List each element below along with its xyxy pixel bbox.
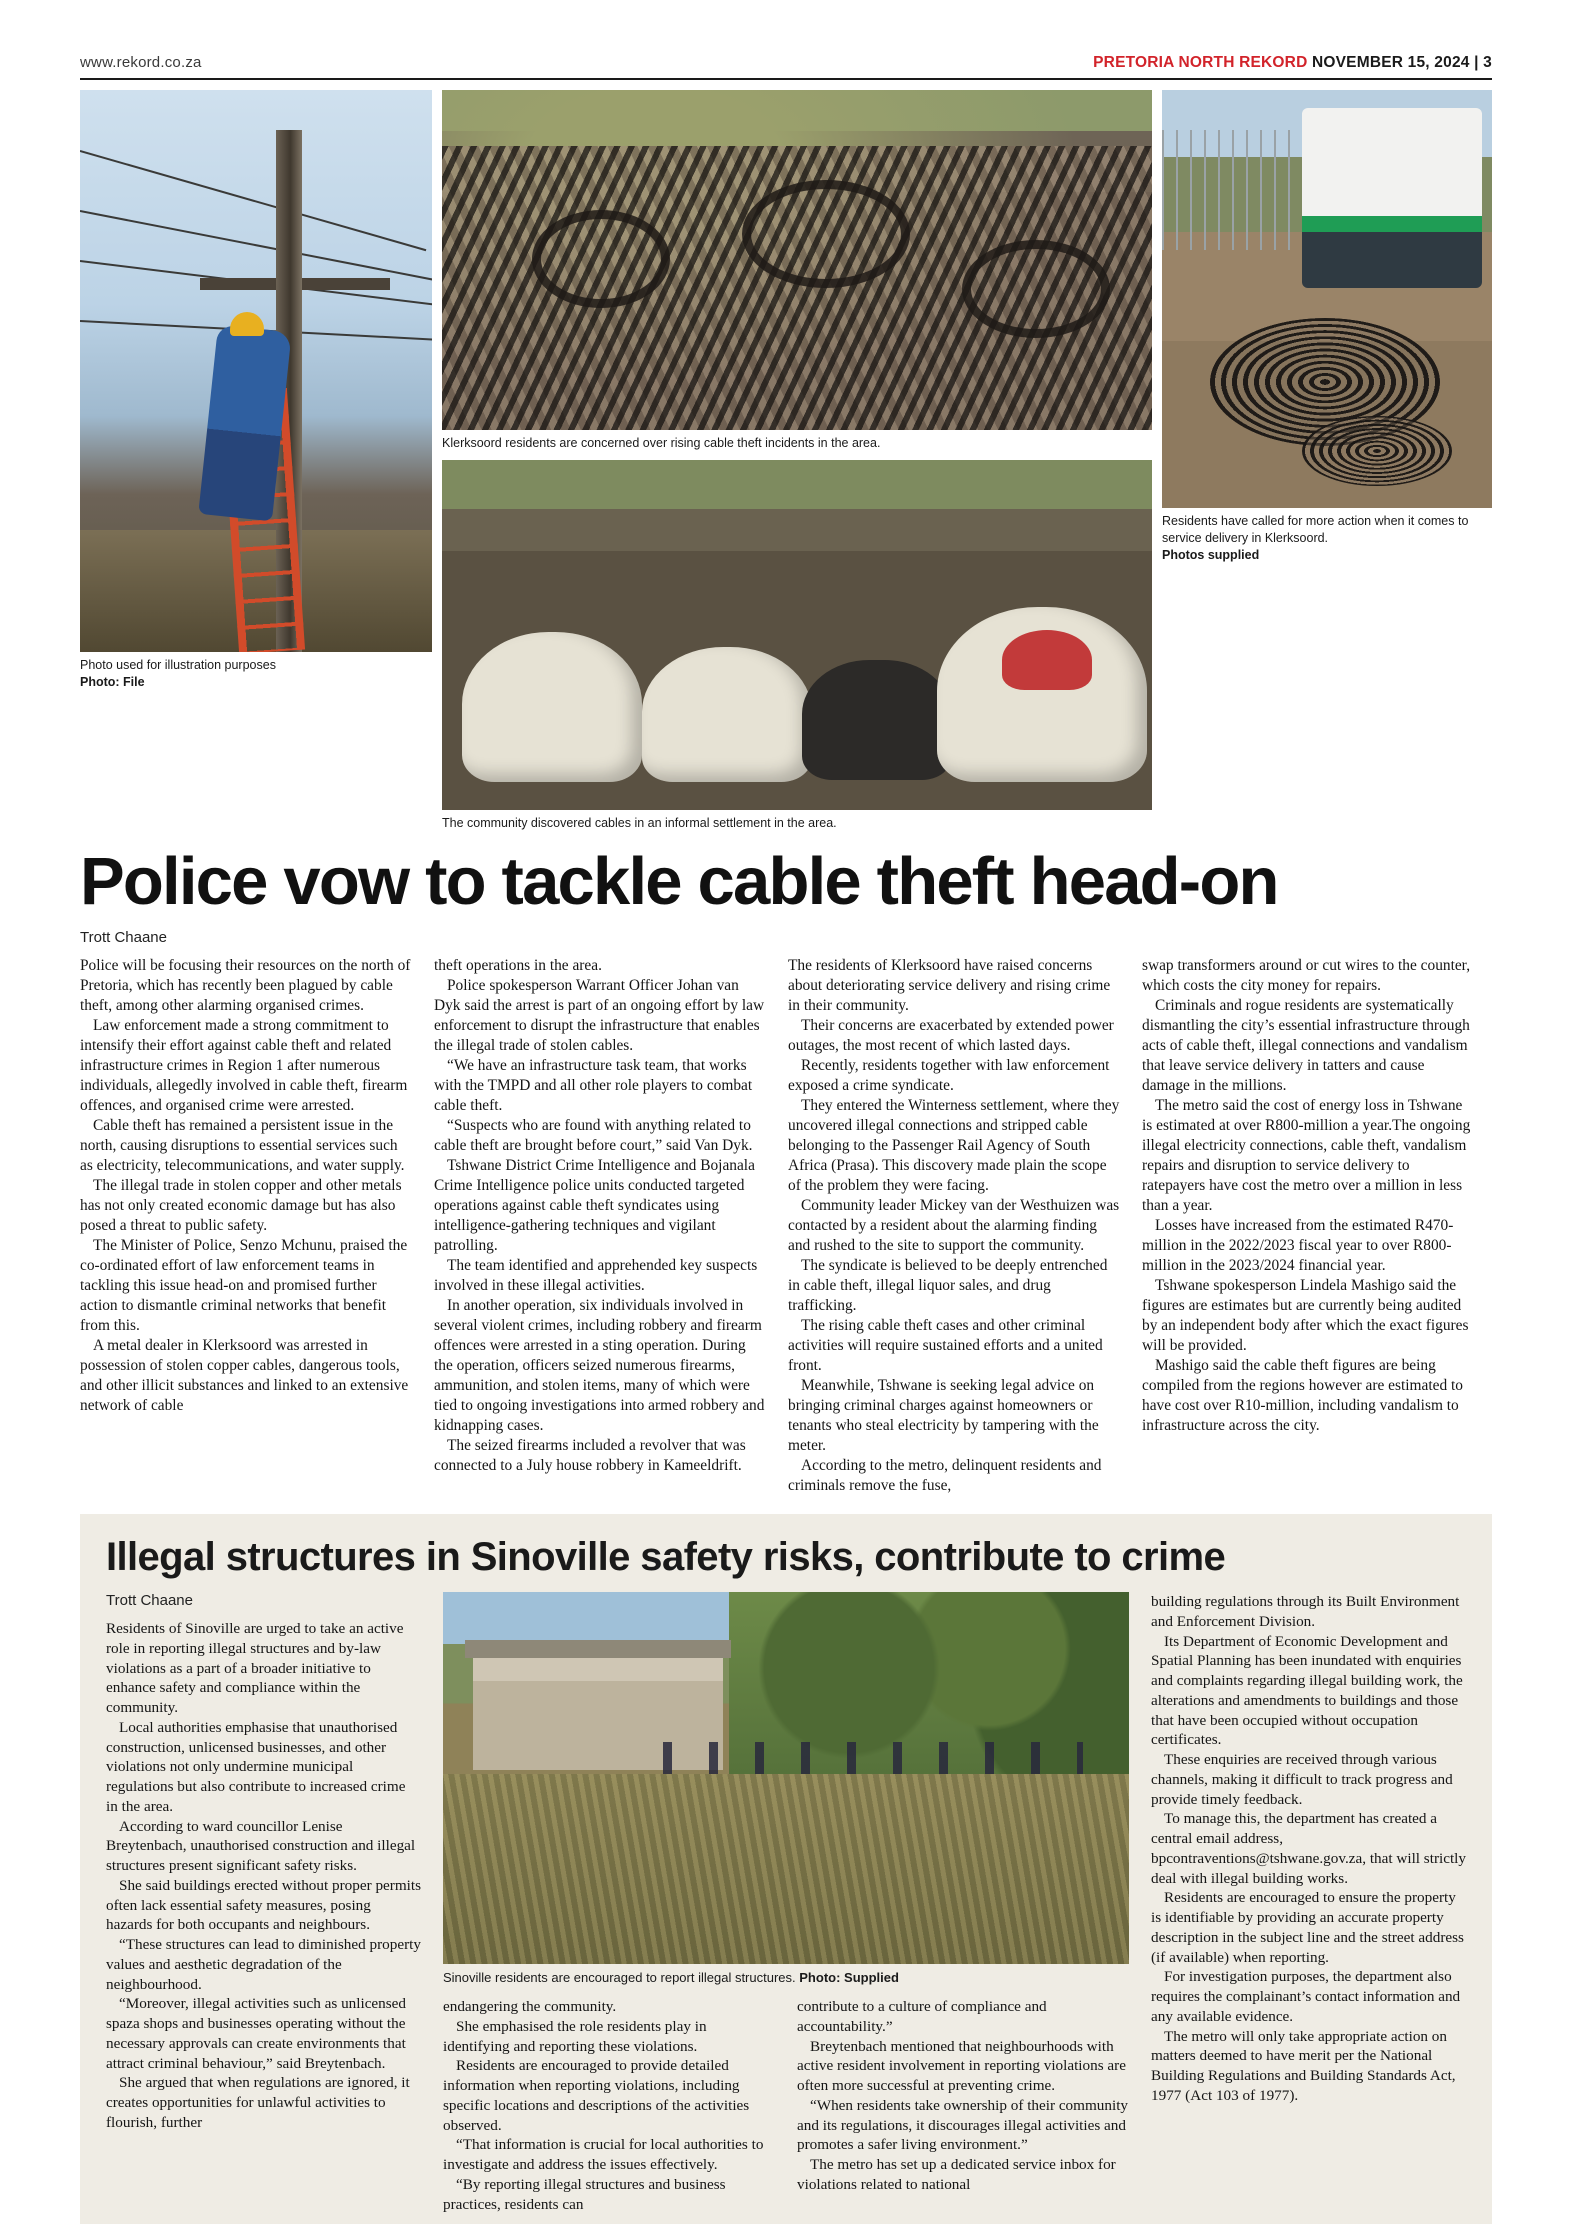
issue-date: NOVEMBER 15, 2024 xyxy=(1311,54,1470,71)
paragraph: “Suspects who are found with anything related to cable theft are brought before court,” said Van Dyk. xyxy=(434,1116,753,1154)
paragraph: swap transformers around or cut wires to the counter, which costs the city money for repairs. xyxy=(1142,956,1471,994)
paragraph: Residents are encouraged to provide detailed information when reporting violations, including specific locations and descriptions of the activities observed. xyxy=(443,2057,750,2134)
article1-headline: Police vow to tackle cable theft head-on xyxy=(80,843,1278,919)
paragraph: She said buildings erected without proper permits often lack essential safety measures, posing hazards for both occupants and neighbours. xyxy=(106,1876,421,1934)
paragraph: She argued that when regulations are ignored, it creates opportunities for unlawful activities to flourish, further xyxy=(106,2074,410,2131)
paragraph: The metro said the cost of energy loss in Tshwane is estimated at over R800-million a year.The ongoing illegal electricity connections, cable theft, vandalism repairs and disruption to service delivery to ratepayers have cost the metro over a million in less than a year. xyxy=(1142,1096,1471,1214)
article2-top xyxy=(106,1592,1466,2214)
photo-column-right xyxy=(1162,90,1492,832)
caption-sinoville-credit: Photo: Supplied xyxy=(799,1970,899,1986)
paragraph: “We have an infrastructure task team, that works with the TMPD and all other role players to combat cable theft. xyxy=(434,1056,753,1114)
caption-sinoville-photo xyxy=(443,1964,1129,1997)
article1-column-1 xyxy=(80,956,412,1496)
website-url: www.rekord.co.za xyxy=(80,54,202,71)
paragraph: theft operations in the area. xyxy=(434,956,602,974)
paragraph: Their concerns are exacerbated by extended power outages, the most recent of which lasted days. xyxy=(788,1016,1114,1054)
masthead-separator: | xyxy=(1474,54,1479,71)
paragraph: Criminals and rogue residents are systematically dismantling the city’s essential infrastructure through acts of cable theft, illegal connections and vandalism that leave service delivery in tatters and cause damage in the millions. xyxy=(1142,996,1470,1094)
paragraph: “By reporting illegal structures and business practices, residents can xyxy=(443,2175,726,2213)
paragraph: Cable theft has remained a persistent issue in the north, causing disruptions to essential services such as electricity, telecommunications, and water supply. xyxy=(80,1116,405,1174)
caption-right-text: Residents have called for more action when it comes to service delivery in Klerksoord. xyxy=(1162,514,1469,545)
article1-column-3 xyxy=(788,956,1120,1496)
paragraph: Its Department of Economic Development and Spatial Planning has been inundated with enquiries and complaints regarding illegal building work, the alterations and amendments to buildings and those that have been occupied without occupation certificates. xyxy=(1151,1632,1463,1749)
caption-top-middle-photo: Klerksoord residents are concerned over rising cable theft incidents in the area. xyxy=(442,436,881,450)
caption-right-photo xyxy=(1162,508,1492,564)
paragraph: Local authorities emphasise that unauthorised construction, unlicensed businesses, and other violations not only undermine municipal regulations but also contribute to increased crime in the area. xyxy=(106,1718,406,1815)
paragraph: The Minister of Police, Senzo Mchunu, praised the co-ordinated effort of law enforcement teams in tackling this issue head-on and promised further action to dismantle criminal networks that benefit from this. xyxy=(80,1236,408,1335)
masthead xyxy=(80,54,1492,78)
paragraph: The residents of Klerksoord have raised concerns about deteriorating service delivery and rising crime in their community. xyxy=(788,956,1111,1014)
paragraph: “When residents take ownership of their community and its regulations, it discourages illegal activities and promotes a safer living environment.” xyxy=(797,2096,1129,2154)
photo-cable-heap xyxy=(442,90,1152,430)
paragraph: Residents of Sinoville are urged to take an active role in reporting illegal structures and by-law violations as a part of a broader initiative to enhance safety and compliance within the community. xyxy=(106,1620,404,1717)
paragraph: contribute to a culture of compliance and accountability.” xyxy=(797,1998,1047,2035)
paragraph: The metro will only take appropriate action on matters deemed to have merit per the National Building Regulations and Building Standards Act, 1977 (Act 103 of 1977). xyxy=(1151,2027,1456,2104)
paragraph: According to ward councillor Lenise Breytenbach, unauthorised construction and illegal structures present significant safety risks. xyxy=(106,1817,416,1875)
paragraph: The metro has set up a dedicated service inbox for violations related to national xyxy=(797,2156,1116,2193)
article2-headline: Illegal structures in Sinoville safety risks, contribute to crime xyxy=(106,1535,1226,1580)
paragraph: They entered the Winterness settlement, where they uncovered illegal connections and stripped cable belonging to the Passenger Rail Agency of South Africa (Prasa). This discovery made plain the scope of the problem they were facing. xyxy=(788,1096,1120,1194)
page-content xyxy=(80,54,1492,2224)
paragraph: The team identified and apprehended key suspects involved in these illegal activities. xyxy=(434,1256,758,1294)
paragraph: She emphasised the role residents play in identifying and reporting these violations. xyxy=(443,2017,707,2055)
paragraph: To manage this, the department has created a central email address, bpcontraventions@tshwane.gov.za, that will strictly deal with illegal building works. xyxy=(1151,1810,1466,1887)
photo-strip xyxy=(80,90,1492,832)
article2-byline: Trott Chaane xyxy=(106,1592,193,1610)
paragraph: Mashigo said the cable theft figures are being compiled from the regions however are estimated to have cost over R10-million, including vandalism to infrastructure across the city. xyxy=(1142,1357,1463,1435)
masthead-divider xyxy=(80,78,1492,80)
paragraph: Meanwhile, Tshwane is seeking legal advice on bringing criminal charges against homeowners or tenants who steal electricity by tampering with the meter. xyxy=(788,1377,1099,1455)
article2-column-1 xyxy=(106,1592,421,2214)
paragraph: Community leader Mickey van der Westhuizen was contacted by a resident about the alarming finding and rushed to the site to support the community. xyxy=(788,1196,1120,1254)
paragraph: For investigation purposes, the department also requires the complainant’s contact information and any available evidence. xyxy=(1151,1968,1461,2025)
paragraph: The syndicate is believed to be deeply entrenched in cable theft, illegal liquor sales, and drug trafficking. xyxy=(788,1256,1108,1315)
caption-sinoville-text: Sinoville residents are encouraged to report illegal structures. xyxy=(443,1970,796,1986)
photo-informal-settlement-bags xyxy=(442,460,1152,810)
photo-sinoville-structures xyxy=(443,1592,1129,1964)
paragraph: Losses have increased from the estimated R470-million in the 2022/2023 fiscal year to over R800-million in the 2023/2024 financial year. xyxy=(1142,1216,1454,1274)
paragraph: building regulations through its Built Environment and Enforcement Division. xyxy=(1151,1593,1460,1630)
photo-column-left xyxy=(80,90,432,832)
photo-cable-coils-yard xyxy=(1162,90,1492,508)
caption-right-credit: Photos supplied xyxy=(1162,547,1260,562)
page-number: 3 xyxy=(1483,54,1492,71)
article2-column-4 xyxy=(1151,1592,1466,2214)
caption-left-credit: Photo: File xyxy=(80,674,145,689)
article2-column-2 xyxy=(443,1997,775,2214)
article2-lower-columns xyxy=(443,1997,1129,2214)
paragraph: Police spokesperson Warrant Officer Johan van Dyk said the arrest is part of an ongoing effort by law enforcement to disrupt the infrastructure that enables the illegal trade of stolen cables. xyxy=(434,976,765,1054)
paragraph: A metal dealer in Klerksoord was arrested in possession of stolen copper cables, dangerous tools, and other illicit substances and linked to an extensive network of cable xyxy=(80,1337,409,1415)
article2-photo-block xyxy=(443,1592,1129,2214)
paragraph: These enquiries are received through various channels, making it difficult to track progress and provide timely feedback. xyxy=(1151,1751,1453,1808)
paragraph: “Moreover, illegal activities such as unlicensed spaza shops and businesses operating without the necessary approvals can create environments that attract criminal behaviour,” said Breytenbach. xyxy=(106,1995,407,2072)
paragraph: Police will be focusing their resources on the north of Pretoria, which has recently been plagued by cable theft, among other alarming organised crimes. xyxy=(80,956,411,1014)
article2-column-3 xyxy=(797,1997,1129,2214)
caption-left-text: Photo used for illustration purposes xyxy=(80,658,276,672)
paragraph: Residents are encouraged to ensure the property is identifiable by providing an accurate property description in the subject line and the street address (if available) when reporting. xyxy=(1151,1889,1464,1966)
paragraph: Law enforcement made a strong commitment to intensify their effort against cable theft and related infrastructure crimes in Region 1 after numerous individuals, allegedly involved in cable theft, firearm offences, and organised crime were arrested. xyxy=(80,1016,408,1114)
article2 xyxy=(80,1514,1492,2224)
paragraph: “That information is crucial for local authorities to investigate and address the issues effectively. xyxy=(443,2136,764,2174)
caption-bottom-middle-photo: The community discovered cables in an informal settlement in the area. xyxy=(442,815,837,830)
paragraph: In another operation, six individuals involved in several violent crimes, including robbery and firearm offences were arrested in a sting operation. During the operation, officers seized numerous firearms, ammunition, and stolen items, many of which were tied to ongoing investigations into armed robbery and kidnapping cases. xyxy=(434,1297,765,1435)
paragraph: Recently, residents together with law enforcement exposed a crime syndicate. xyxy=(788,1056,1110,1094)
paragraph: “These structures can lead to diminished property values and aesthetic degradation of the neighbourhood. xyxy=(106,1936,421,1993)
publication-name: PRETORIA NORTH REKORD xyxy=(1093,54,1308,71)
paragraph: Tshwane spokesperson Lindela Mashigo said the figures are estimates but are currently being audited by an independent body after which the exact figures will be provided. xyxy=(1142,1277,1469,1355)
article1-body xyxy=(80,956,1492,1496)
photo-utility-pole-worker xyxy=(80,90,432,652)
paragraph: The seized firearms included a revolver that was connected to a July house robbery in Kameeldrift. xyxy=(434,1437,746,1475)
article1-column-4 xyxy=(1142,956,1474,1496)
paragraph: endangering the community. xyxy=(443,1998,617,2016)
masthead-right xyxy=(1093,54,1492,72)
article1-column-2 xyxy=(434,956,766,1496)
paragraph: The rising cable theft cases and other criminal activities will require sustained efforts and a united front. xyxy=(788,1317,1103,1375)
article1-byline: Trott Chaane xyxy=(80,928,167,946)
photo-column-middle xyxy=(442,90,1152,832)
caption-left-photo xyxy=(80,652,432,691)
paragraph: According to the metro, delinquent residents and criminals remove the fuse, xyxy=(788,1457,1102,1495)
paragraph: The illegal trade in stolen copper and other metals has not only created economic damage but has also posed a threat to public safety. xyxy=(80,1176,402,1234)
paragraph: Tshwane District Crime Intelligence and Bojanala Crime Intelligence police units conducted targeted operations against cable theft syndicates using intelligence-gathering techniques and vigilant patrolling. xyxy=(434,1156,755,1254)
paragraph: Breytenbach mentioned that neighbourhoods with active resident involvement in reporting violations are often more successful at preventing crime. xyxy=(797,2037,1126,2095)
